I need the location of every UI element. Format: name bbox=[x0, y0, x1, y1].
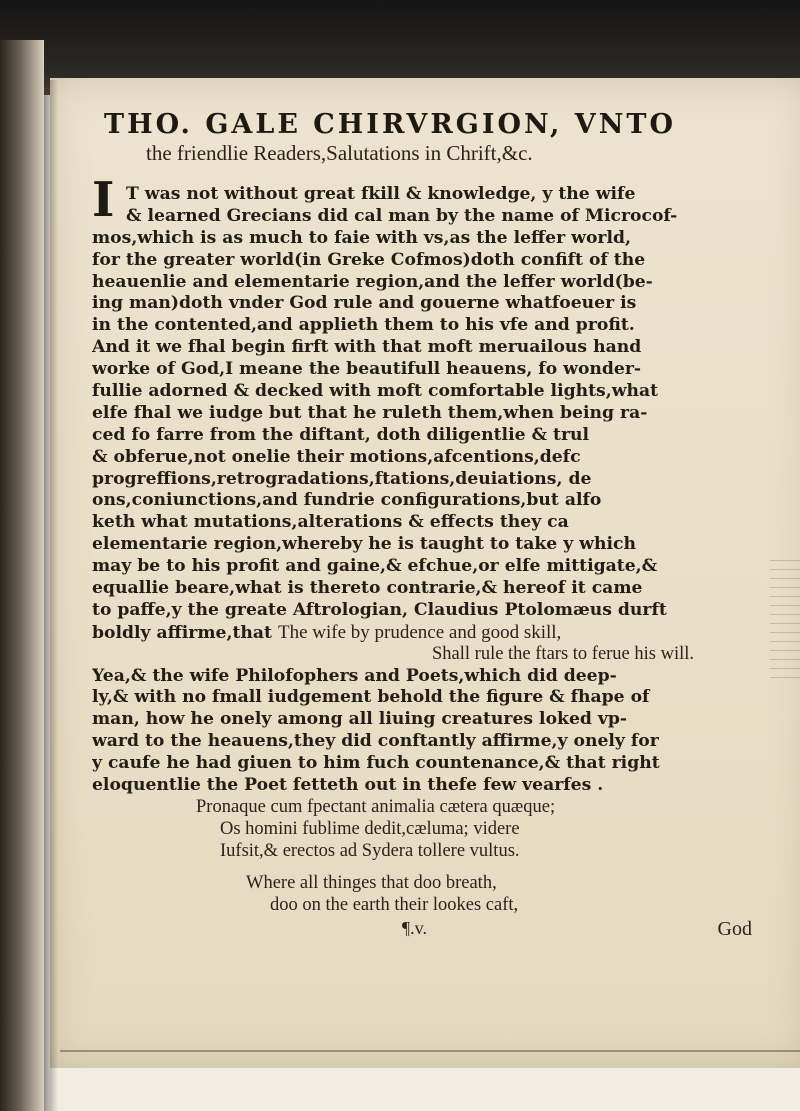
text-line: equallie beare,what is thereto contrarie,& hereof it came bbox=[92, 578, 643, 599]
text-line: for the greater world(in Greke Cofmos)doth confift of the bbox=[92, 249, 646, 270]
quoted-verse-start: The wife by prudence and good skill, bbox=[277, 621, 562, 643]
text-line: & learned Grecians did cal man by the name of Microcof- bbox=[126, 205, 678, 226]
verse-spacer bbox=[92, 863, 752, 873]
page-text bbox=[92, 108, 752, 942]
english-verse-line: doo on the earth their lookes caft, bbox=[270, 894, 519, 915]
text-line: fullie adorned & decked with moft comfortable lights,what bbox=[92, 381, 659, 402]
text-line: to paffe,y the greate Aftrologian, Claudius Ptolomæus durft bbox=[92, 599, 667, 620]
latin-verse-line: Iufsit,& erectos ad Sydera tollere vultus. bbox=[220, 840, 520, 861]
text-line-with-quote bbox=[92, 622, 752, 644]
text-line: eloquentlie the Poet fetteth out in thefe few vearfes . bbox=[92, 775, 604, 796]
text-line: man, how he onely among all liuing creatures loked vp- bbox=[92, 709, 628, 730]
text-line: ced fo farre from the diftant, doth diligentlie & trul bbox=[92, 424, 590, 445]
text-line: mos,which is as much to faie with vs,as the leffer world, bbox=[92, 227, 631, 248]
bottom-rule bbox=[60, 1050, 800, 1052]
text-line: & obferue,not onelie their motions,afcentions,defc bbox=[92, 446, 581, 467]
latin-verse-line: Pronaque cum fpectant animalia cætera quæque; bbox=[196, 796, 556, 817]
text-line: ons,coniunctions,and fundrie configurations,but alfo bbox=[92, 490, 602, 511]
page-subheader: the friendlie Readers,Salutations in Chrift,&c. bbox=[146, 141, 533, 165]
margin-marks bbox=[770, 560, 800, 680]
latin-verse-line: Os homini fublime dedit,cæluma; videre bbox=[220, 818, 520, 839]
text-line-start: boldly affirme,that bbox=[92, 622, 272, 643]
text-line: And it we fhal begin firft with that moft meruailous hand bbox=[92, 337, 642, 358]
text-line: elfe fhal we iudge but that he ruleth them,when being ra- bbox=[92, 402, 648, 423]
text-line: Yea,& the wife Philofophers and Poets,which did deep- bbox=[92, 665, 617, 686]
text-line: may be to his profit and gaine,& efchue,or elfe mittigate,& bbox=[92, 556, 658, 577]
text-line: y caufe he had giuen to him fuch countenance,& that right bbox=[92, 753, 660, 774]
text-line: keth what mutations,alterations & effects they ca bbox=[92, 512, 569, 533]
text-line: heauenlie and elementarie region,and the leffer world(be- bbox=[92, 271, 653, 292]
catchword: God bbox=[717, 918, 752, 941]
gutter-shadow bbox=[44, 80, 58, 1111]
english-verse-line: Where all thinges that doo breath, bbox=[246, 872, 497, 893]
quoted-verse-line: Shall rule the ftars to ferue his will. bbox=[432, 643, 695, 664]
drop-cap: I bbox=[92, 172, 115, 228]
text-line: elementarie region,whereby he is taught to take y which bbox=[92, 534, 636, 555]
page-header: THO. GALE CHIRVRGION, VNTO bbox=[104, 109, 677, 140]
bottom-paper-strip bbox=[50, 1068, 800, 1111]
text-line: worke of God,I meane the beautifull heauens, fo wonder- bbox=[92, 359, 642, 380]
text-line: ing man)doth vnder God rule and gouerne whatfoeuer is bbox=[92, 293, 637, 314]
text-line: ly,& with no fmall iudgement behold the figure & fhape of bbox=[92, 687, 650, 708]
text-line: in the contented,and applieth them to his vfe and profit. bbox=[92, 315, 635, 336]
text-line: ward to the heauens,they did conftantly affirme,y onely for bbox=[92, 731, 659, 752]
signature-mark: ¶.v. bbox=[402, 918, 427, 939]
body-text bbox=[92, 184, 752, 942]
text-line: progreffions,retrogradations,ftations,deuiations, de bbox=[92, 468, 592, 489]
page-footer bbox=[92, 918, 752, 942]
scan-left-edge bbox=[0, 40, 44, 1111]
text-line: T was not without great fkill & knowledge, y the wife bbox=[126, 184, 636, 204]
